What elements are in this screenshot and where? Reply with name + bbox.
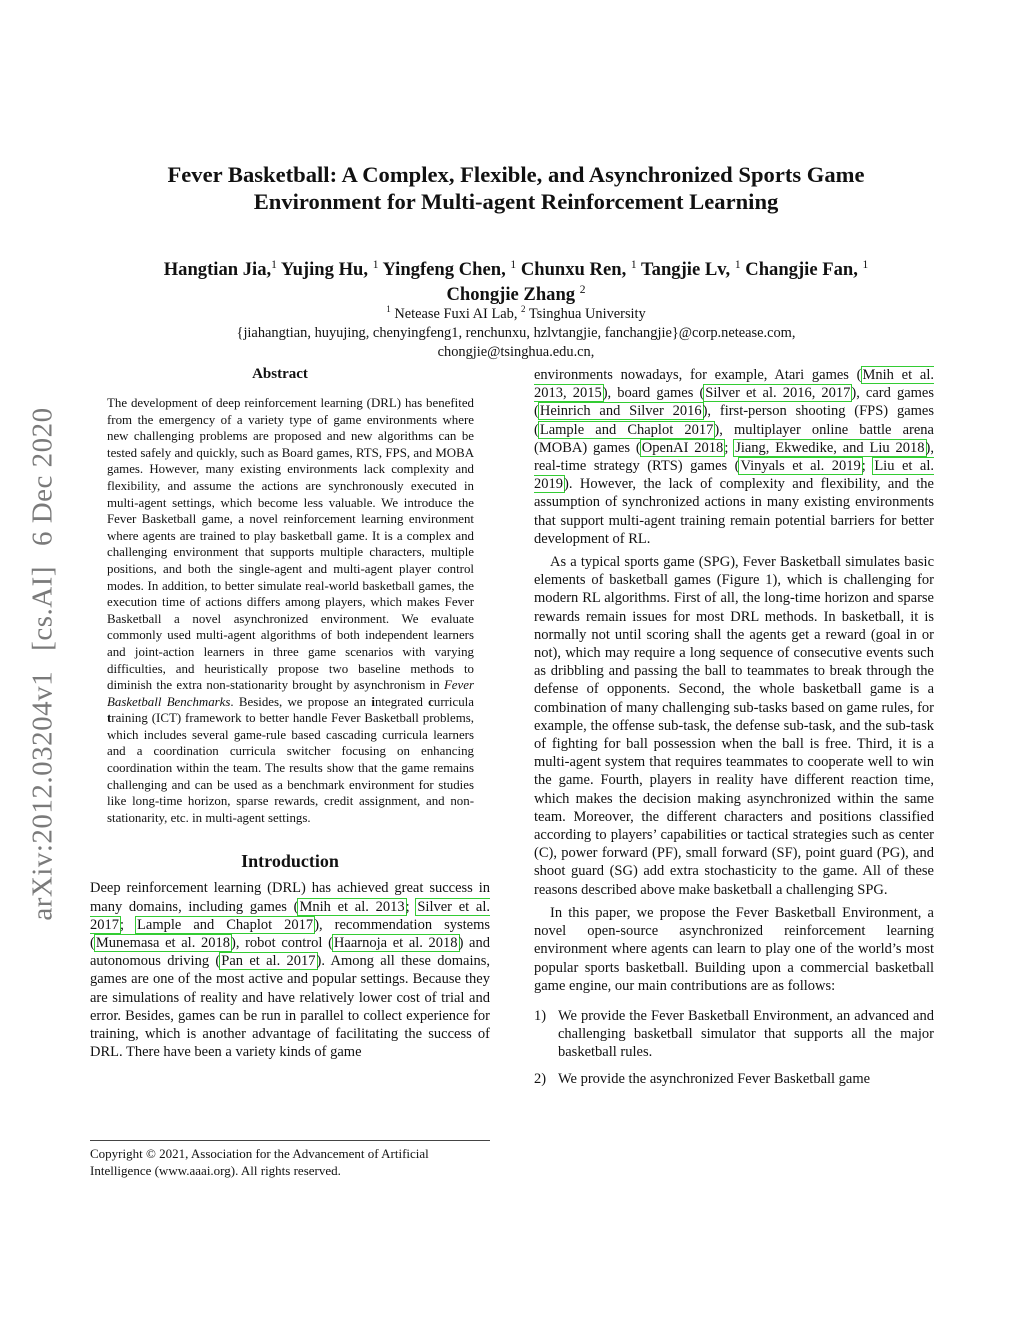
author: Yujing Hu, xyxy=(280,259,369,280)
list-text: We provide the asynchronized Fever Basketball game xyxy=(558,1070,871,1087)
contribution-list xyxy=(534,1007,934,1088)
author: Tangjie Lv, xyxy=(640,259,731,280)
author: Yingfeng Chen, xyxy=(382,259,506,280)
citation-link[interactable]: Silver et al. 2016, 2017 xyxy=(705,385,851,402)
left-column xyxy=(90,365,490,1061)
emails-line-2: chongjie@tsinghua.edu.cn, xyxy=(437,344,595,360)
list-text: We provide the Fever Basketball Environment, an advanced and challenging basketball simulator that supports all the major basketball rules. xyxy=(558,1007,934,1061)
citation-link[interactable]: Lample and Chaplot 2017 xyxy=(137,916,314,933)
authors-line-1: Hangtian Jia,$^1$ Yujing Hu, $^1$ Yingfeng Chen, $^1$ Chunxu Ren, $^1$ Tangjie Lv, $^1$ Changjie Fan, $^1$ xyxy=(163,258,869,280)
intro-paragraph: Deep reinforcement learning (DRL) has achieved great success in many domains, including games (Mnih et al. 2013; Silver et al. 2017; Lample and Chaplot 2017), recommendation systems (Munemasa et al. 2018), robot control (Haarnoja et al. 2018) and autonomous driving (Pan et al. 2017). Among all these domains, games are one of the most active and popular settings. Because they are simulations of reality and have relatively lower cost of trial and error. Besides, games can be run in parallel to collect experience for training, which is another advantage of facilitating the success of DRL. There have been a variety kinds of game xyxy=(90,880,491,1061)
citation-link[interactable]: Jiang, Ekwedike, and Liu 2018 xyxy=(735,439,925,456)
list-item xyxy=(534,1070,934,1088)
list-number: 2) xyxy=(534,1070,547,1087)
right-paragraph-1: environments nowadays, for example, Atari games (Mnih et al. 2013, 2015), board games (Silver et al. 2016, 2017), card games (Heinrich and Silver 2016), first-person shooting (FPS) games (Lample and Chaplot 2017), multiplayer online battle arena (MOBA) games (OpenAI 2018; Jiang, Ekwedike, and Liu 2018), real-time strategy (RTS) games (Vinyals et al. 2019; Liu et al. 2019). However, the lack of complexity and flexibility, and the assumption of synchronized actions in many existing environments that support multi-agent training remain potential barriers for better development of RL. xyxy=(534,367,935,547)
paper-title xyxy=(100,161,932,215)
introduction-heading: Introduction xyxy=(241,851,339,872)
abstract-heading: Abstract xyxy=(252,366,308,382)
author: Hangtian Jia, xyxy=(163,259,272,280)
citation-link[interactable]: Pan et al. 2017 xyxy=(221,953,316,970)
right-paragraph-3: In this paper, we propose the Fever Basketball Environment, a novel open-source asynchronized reinforcement learning environment where agents can learn to play one of the world’s most popular sports basketball. Building upon a commercial basketball game engine, our main contributions are as follows: xyxy=(534,904,934,994)
copyright-footnote: Copyright © 2021, Association for the Advancement of Artificial Intelligence (www.aaai.org). All rights reserved. xyxy=(90,1140,490,1179)
authors-line-2: Chongjie Zhang $^2$ xyxy=(446,283,586,305)
list-number: 1) xyxy=(534,1007,547,1024)
citation-link[interactable]: Mnih et al. 2013, 2015 xyxy=(534,367,934,402)
citation-link[interactable]: Liu et al. 2019 xyxy=(534,458,934,493)
title-line-1: Fever Basketball: A Complex, Flexible, and Asynchronized Sports Game xyxy=(167,162,865,187)
author: Chunxu Ren, xyxy=(520,259,627,280)
arxiv-stamp xyxy=(27,397,60,930)
citation-link[interactable]: Heinrich and Silver 2016 xyxy=(539,403,702,420)
arxiv-sidebar xyxy=(22,368,64,960)
title-line-2: Environment for Multi-agent Reinforcement Learning xyxy=(253,189,779,214)
affiliation-line: $^1$ Netease Fuxi AI Lab, $^2$ Tsinghua University xyxy=(386,304,646,322)
citation-link[interactable]: Silver et al. 2017 xyxy=(90,898,490,933)
citation-link[interactable]: Lample and Chaplot 2017 xyxy=(539,421,714,438)
list-item xyxy=(534,1007,934,1062)
citation-link[interactable]: Munemasa et al. 2018 xyxy=(95,935,230,952)
citation-link[interactable]: OpenAI 2018 xyxy=(641,439,724,456)
author-list xyxy=(100,257,932,307)
affiliations xyxy=(100,305,932,362)
right-paragraph-2: As a typical sports game (SPG), Fever Basketball simulates basic elements of basketball games (Figure 1), which is challenging for modern RL algorithms. First of all, the long-time horizon and sparse rewards remain issues for most DRL methods. In basketball, it is normally not until scoring shall the agents get a reward (goal in or not), which may require a long sequence of consecutive events such as dribbling and passing the ball to teammates to break through the defense of opponents. Second, the whole basketball game is a combination of many challenging sub-tasks based on game rules, for example, the offense sub-task, the defense sub-task, and the sub-task of fighting for ball possession when the ball is free. Third, it is a multi-agent system that requires teammates to cooperate well to win the game. Fourth, players in reality have different reaction time, which makes the decision making asynchronized within the same team. Moreover, the different characters and positions classified according to players’ capabilities or tactical strategies such as center (C), power forward (PF), small forward (SF), point guard (PG), and shoot guard (SG) add extra stochasticity to the game. All of these reasons described above make basketball a challenging SPG. xyxy=(534,554,934,898)
arxiv-category: [cs.AI] xyxy=(26,566,59,651)
arxiv-date: 6 Dec 2020 xyxy=(26,407,59,547)
citation-link[interactable]: Haarnoja et al. 2018 xyxy=(333,935,458,952)
arxiv-id: arXiv:2012.03204v1 xyxy=(26,670,59,921)
right-column xyxy=(534,366,934,1096)
author: Chongjie Zhang xyxy=(446,284,576,305)
author: Changjie Fan, xyxy=(745,259,858,280)
abstract-body: The development of deep reinforcement learning (DRL) has benefited from the emergency of a variety type of game environments where new challenging problems are proposed and new algorithms can be tested safely and quickly, such as Board games, RTS, FPS, and MOBA games. However, many existing environments lack complexity and flexibility, and assume the actions are synchronously executed in multi-agent settings, which become less valuable. We introduce the Fever Basketball game, a novel reinforcement learning environment where agents are trained to play basketball game. It is a complex and challenging environment that supports multiple characters, multiple positions, and both the single-agent and multi-agent player control modes. In addition, to better simulate real-world basketball games, the execution time of actions differs among players, which makes Fever Basketball a novel asynchronized environment. We evaluate commonly used multi-agent algorithms of both independent learners and joint-action learners in three game scenarios with varying difficulties, and heuristically propose two baseline methods to diminish the extra non-stationarity brought by asynchronism in Fever Basketball Benchmarks. Besides, we propose an integrated curricula training (ICT) framework to better handle Fever Basketball problems, which includes several game-rule based cascading curricula learners and a coordination curricula switcher focusing on enhancing coordination within the team. The results show that the game remains challenging and can be used as a benchmark environment for studies like long-time horizon, sparse rewards, credit assignment, and non-stationarity, etc. in multi-agent settings. xyxy=(107,396,474,825)
emails-line-1: {jiahangtian, huyujing, chenyingfeng1, renchunxu, hzlvtangjie, fanchangjie}@corp.netease.com, xyxy=(236,325,796,341)
citation-link[interactable]: Mnih et al. 2013 xyxy=(299,898,405,915)
citation-link[interactable]: Vinyals et al. 2019 xyxy=(740,458,861,475)
